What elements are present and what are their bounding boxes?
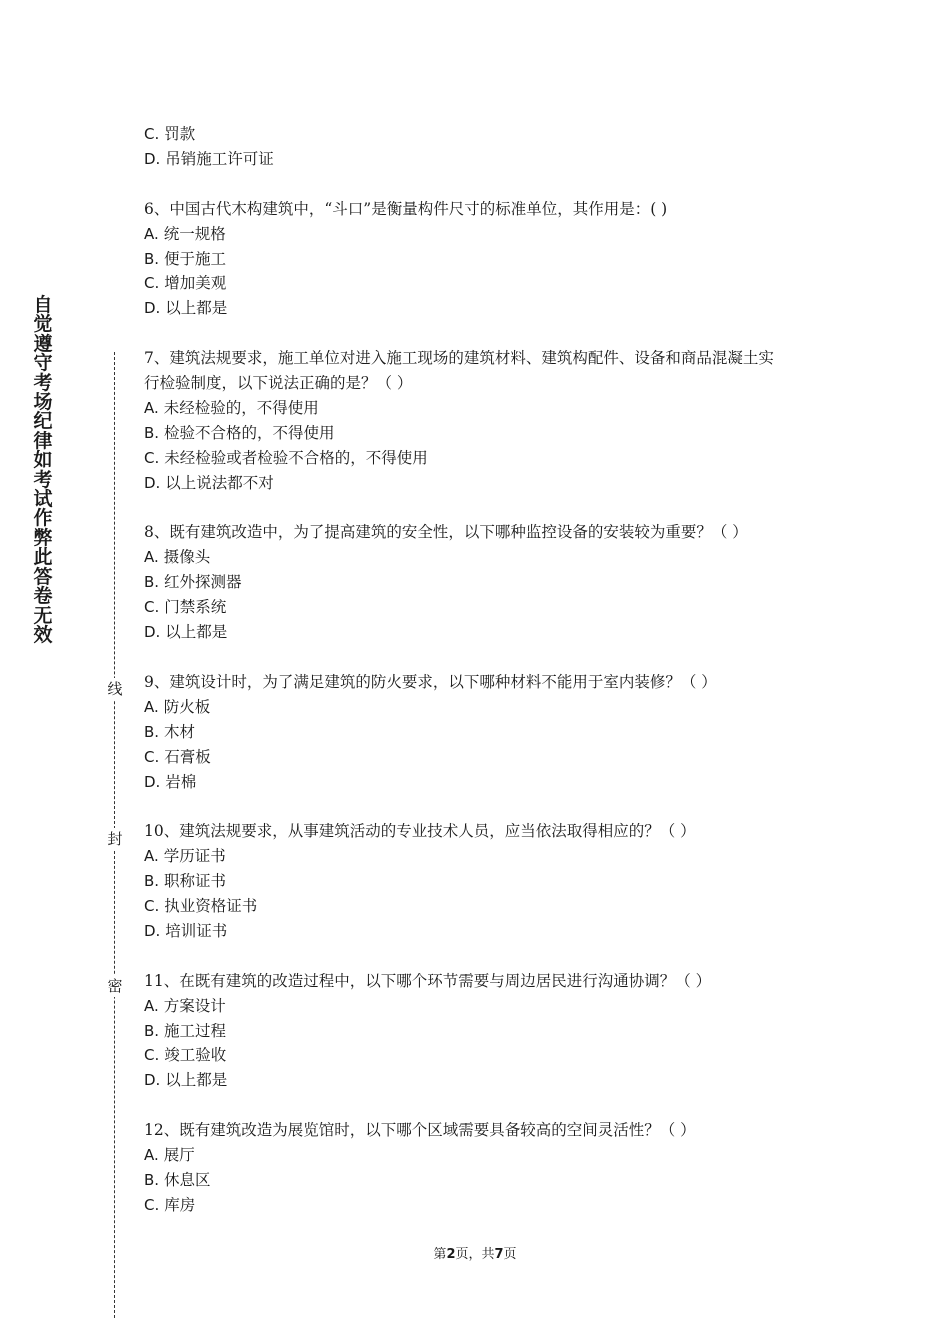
question-stem: 6、中国古代木构建筑中，“斗口”是衡量构件尺寸的标准单位，其作用是：( ) bbox=[144, 199, 668, 218]
page-total: 7 bbox=[494, 1247, 504, 1262]
question-stem-cont: 行检验制度，以下说法正确的是？（ ） bbox=[144, 374, 413, 393]
question-stem: 9、建筑设计时，为了满足建筑的防火要求，以下哪种材料不能用于室内装修？（ ） bbox=[144, 672, 717, 691]
option-a: A. 方案设计 bbox=[144, 996, 226, 1015]
binding-label-seal: 封 bbox=[107, 830, 123, 848]
option-c: C. 罚款 bbox=[144, 125, 196, 143]
option-d: D. 以上都是 bbox=[144, 299, 228, 318]
binding-label-line: 线 bbox=[107, 680, 123, 698]
option-c: C. 门禁系统 bbox=[144, 598, 227, 617]
option-d: D. 以上说法都不对 bbox=[144, 473, 274, 492]
option-a: A. 统一规格 bbox=[144, 224, 226, 243]
option-c: C. 执业资格证书 bbox=[144, 897, 258, 916]
page-footer: 第2页，共7页 bbox=[433, 1247, 517, 1262]
option-b: B. 木材 bbox=[144, 722, 196, 741]
question-9 bbox=[144, 670, 834, 795]
option-a: A. 学历证书 bbox=[144, 847, 226, 866]
page-number: 2 bbox=[446, 1247, 456, 1262]
question-11 bbox=[144, 969, 834, 1094]
question-12 bbox=[144, 1118, 834, 1218]
question-stem: 7、建筑法规要求，施工单位对进入施工现场的建筑材料、建筑构配件、设备和商品混凝土实 bbox=[144, 349, 774, 368]
option-b: B. 红外探测器 bbox=[144, 573, 242, 592]
exam-discipline-warning: 自觉遵守考场纪律如考试作弊此答卷无效 bbox=[33, 294, 53, 646]
question-6 bbox=[144, 197, 834, 322]
option-d: D. 岩棉 bbox=[144, 772, 197, 791]
question-5-tail bbox=[144, 122, 834, 172]
option-d: D. 以上都是 bbox=[144, 623, 228, 642]
option-b: B. 便于施工 bbox=[144, 249, 227, 268]
option-c: C. 石膏板 bbox=[144, 747, 211, 766]
option-c: C. 竣工验收 bbox=[144, 1046, 227, 1065]
option-a: A. 摄像头 bbox=[144, 548, 211, 567]
option-b: B. 检验不合格的，不得使用 bbox=[144, 423, 335, 442]
option-c: C. 未经检验或者检验不合格的，不得使用 bbox=[144, 448, 428, 467]
question-stem: 8、既有建筑改造中，为了提高建筑的安全性，以下哪种监控设备的安装较为重要？（ ） bbox=[144, 523, 748, 542]
question-8 bbox=[144, 520, 834, 645]
option-d: D. 吊销施工许可证 bbox=[144, 149, 274, 168]
option-d: D. 培训证书 bbox=[144, 921, 228, 940]
option-b: B. 休息区 bbox=[144, 1170, 211, 1189]
option-a: A. 展厅 bbox=[144, 1146, 195, 1165]
option-b: B. 施工过程 bbox=[144, 1021, 227, 1040]
question-stem: 11、在既有建筑的改造过程中，以下哪个环节需要与周边居民进行沟通协调？（ ） bbox=[144, 971, 712, 990]
option-a: A. 防火板 bbox=[144, 697, 211, 716]
question-list bbox=[144, 122, 834, 1243]
question-stem: 10、建筑法规要求，从事建筑活动的专业技术人员，应当依法取得相应的？（ ） bbox=[144, 822, 696, 841]
option-c: C. 增加美观 bbox=[144, 274, 227, 293]
question-stem: 12、既有建筑改造为展览馆时，以下哪个区域需要具备较高的空间灵活性？（ ） bbox=[144, 1121, 696, 1140]
option-b: B. 职称证书 bbox=[144, 872, 227, 891]
option-a: A. 未经检验的，不得使用 bbox=[144, 398, 319, 417]
option-d: D. 以上都是 bbox=[144, 1071, 228, 1090]
question-10 bbox=[144, 819, 834, 944]
option-c: C. 库房 bbox=[144, 1195, 196, 1214]
binding-label-secret: 密 bbox=[107, 977, 123, 995]
question-7 bbox=[144, 346, 834, 495]
